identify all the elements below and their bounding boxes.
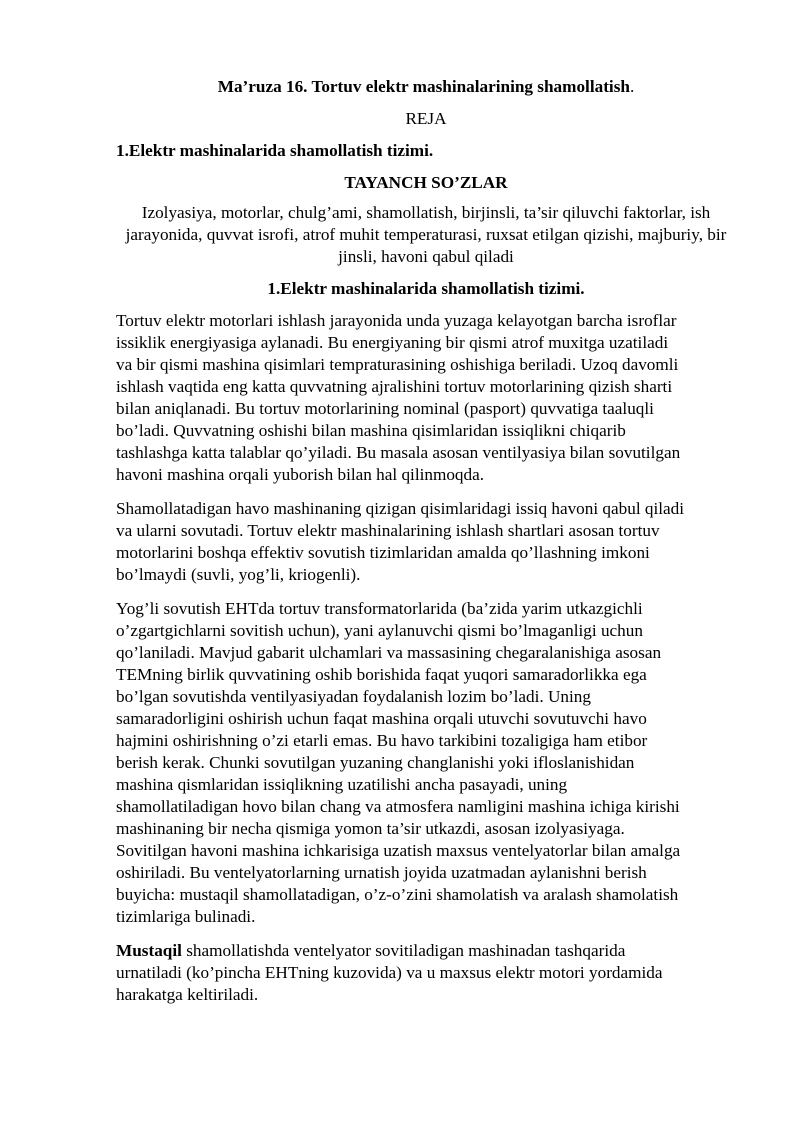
keywords-text: Izolyasiya, motorlar, chulg’ami, shamollatish, birjinsli, ta’sir qiluvchi faktorlar, ish jarayonida, quvvat isrofi, atrof muhit temperaturasi, ruxsat etilgan qizishi, majburiy, bir jinsli, havoni qabul qiladi <box>125 203 727 266</box>
paragraph-1: Tortuv elektr motorlari ishlash jarayonida unda yuzaga kelayotgan barcha isroflar issiklik energiyasiga aylanadi. Bu energiyaning bir qismi atrof muxitga uzatiladi va bir qismi mashina qisimlari tempraturasining oshishiga beriladi. Uzoq davomli ishlash vaqtida eng katta quvvatning ajralishini tortuv motorlarining qizish sharti bilan aniqlanadi. Bu tortuv motorlarining nominal (pasport) quvvatiga taaluqli bo’ladi. Quvvatning oshishi bilan mashina qisimlaridan issiqlikni chiqarib tashlashga katta talablar qo’yiladi. Bu masala asosan ventilyasiya bilan sovutilgan havoni mashina orqali yuborish bilan hal qilinmoqda. <box>116 311 681 484</box>
paragraph-4-rest: shamollatishda ventelyator sovitiladigan mashinadan tashqarida urnatiladi (ko’pincha EHTning kuzovida) va u maxsus elektr motori yordamida harakatga keltiriladi. <box>116 941 663 1004</box>
lecture-title <box>116 76 736 98</box>
paragraph-3: Yog’li sovutish EHTda tortuv transformatorlarida (ba’zida yarim utkazgichli o’zgartgichlarni sovitish uchun), yani aylanuvchi qismi bo’lmaganligi uchun qo’laniladi. Mavjud gabarit ulchamlari va massasining chegaralanishiga asosan TEMning birlik quvvatining oshib borishida faqat yuqori samaradorlikka ega bo’lgan sovutishda ventilyasiyadan foydalanish lozim bo’ladi. Uning samaradorligini oshirish uchun faqat mashina orqali utuvchi sovutuvchi havo hajmini oshirishning o’zi etarli emas. Bu havo tarkibini tozaligiga ham etibor berish kerak. Chunki sovutilgan yuzaning changlanishi yoki ifloslanishidan mashina qismlaridan issiqlikning uzatilishi ancha pasayadi, uning shamollatiladigan hovo bilan chang va atmosfera namligini mashina ichiga kirishi mashinaning bir necha qismiga yomon ta’sir utkazdi, asosan izolyasiyaga. Sovitilgan havoni mashina ichkarisiga uzatish maxsus ventelyatorlar bilan amalga oshiriladi. Bu ventelyatorlarning urnatish joyida uzatmadan aylanishni berish buyicha: mustaqil shamollatadigan, o’z-o’zini shamolatish va aralash shamolatish tizimlariga bulinadi. <box>116 599 681 926</box>
paragraph-2: Shamollatadigan havo mashinaning qizigan qisimlaridagi issiq havoni qabul qiladi va ularni sovutadi. Tortuv elektr mashinalarining ishlash shartlari asosan tortuv motorlarini boshqa effektiv sovutish tizimlaridan amalda qo’llashning imkoni bo’lmaydi (suvli, yog’li, kriogenli). <box>116 499 685 584</box>
paragraph-4 <box>116 940 736 1006</box>
section-heading: 1.Elektr mashinalarida shamollatish tizimi. <box>267 279 585 298</box>
keywords-heading: TAYANCH SO’ZLAR <box>344 173 508 192</box>
paragraph-4-lead: Mustaqil <box>116 941 182 960</box>
document-page <box>116 76 736 1018</box>
plan-label: REJA <box>405 109 447 128</box>
lecture-title-period: . <box>629 77 635 96</box>
lecture-title-text: Ma’ruza 16. Tortuv elektr mashinalarining shamollatish <box>217 77 630 96</box>
plan-item-1: 1.Elektr mashinalarida shamollatish tizimi. <box>116 141 434 160</box>
